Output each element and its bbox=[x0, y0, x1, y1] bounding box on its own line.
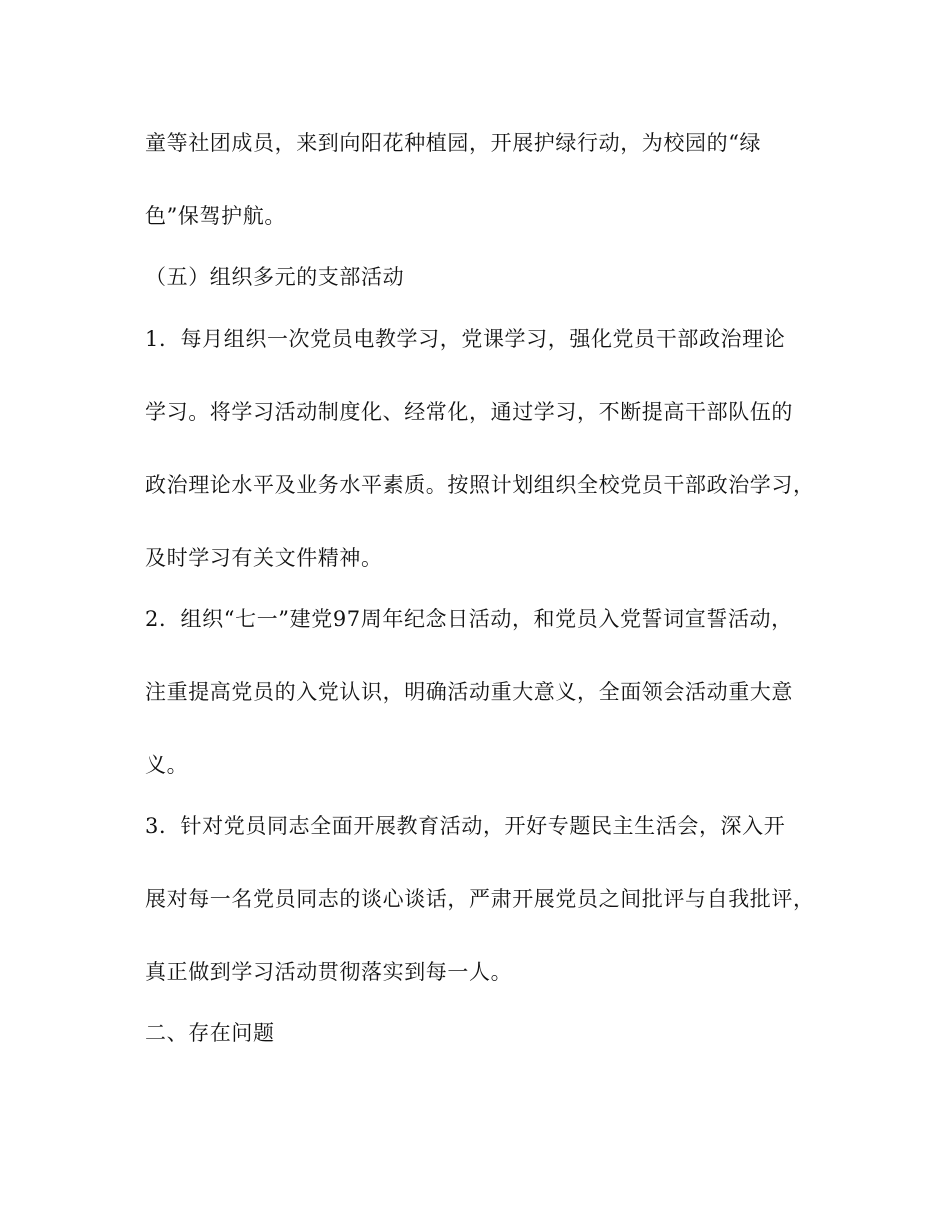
section-heading-2: 二、存在问题 bbox=[145, 1021, 275, 1045]
list-item-2-line-3: 义。 bbox=[145, 753, 189, 777]
section-heading-5: （五）组织多元的支部活动 bbox=[145, 265, 405, 289]
list-item-3-line-2: 展对每一名党员同志的谈心谈话，严肃开展党员之间批评与自我批评， bbox=[145, 887, 815, 911]
list-item-1-line-2: 学习。将学习活动制度化、经常化，通过学习，不断提高干部队伍的 bbox=[145, 400, 793, 424]
list-item-1-line-1: 1．每月组织一次党员电教学习，党课学习，强化党员干部政治理论 bbox=[145, 327, 786, 351]
list-item-2-line-2: 注重提高党员的入党认识，明确活动重大意义，全面领会活动重大意 bbox=[145, 680, 793, 704]
list-item-3-line-3: 真正做到学习活动贯彻落实到每一人。 bbox=[145, 960, 513, 984]
list-item-3-line-1: 3．针对党员同志全面开展教育活动，开好专题民主生活会，深入开 bbox=[145, 814, 786, 838]
paragraph-line-2: 色”保驾护航。 bbox=[145, 204, 286, 228]
list-item-1-line-3: 政治理论水平及业务水平素质。按照计划组织全校党员干部政治学习， bbox=[145, 473, 815, 497]
paragraph-line-1: 童等社团成员，来到向阳花种植园，开展护绿行动，为校园的“绿 bbox=[145, 131, 762, 155]
list-item-1-line-4: 及时学习有关文件精神。 bbox=[145, 546, 383, 570]
list-item-2-line-1: 2．组织“七一”建党97周年纪念日活动，和党员入党誓词宣誓活动， bbox=[145, 607, 793, 631]
